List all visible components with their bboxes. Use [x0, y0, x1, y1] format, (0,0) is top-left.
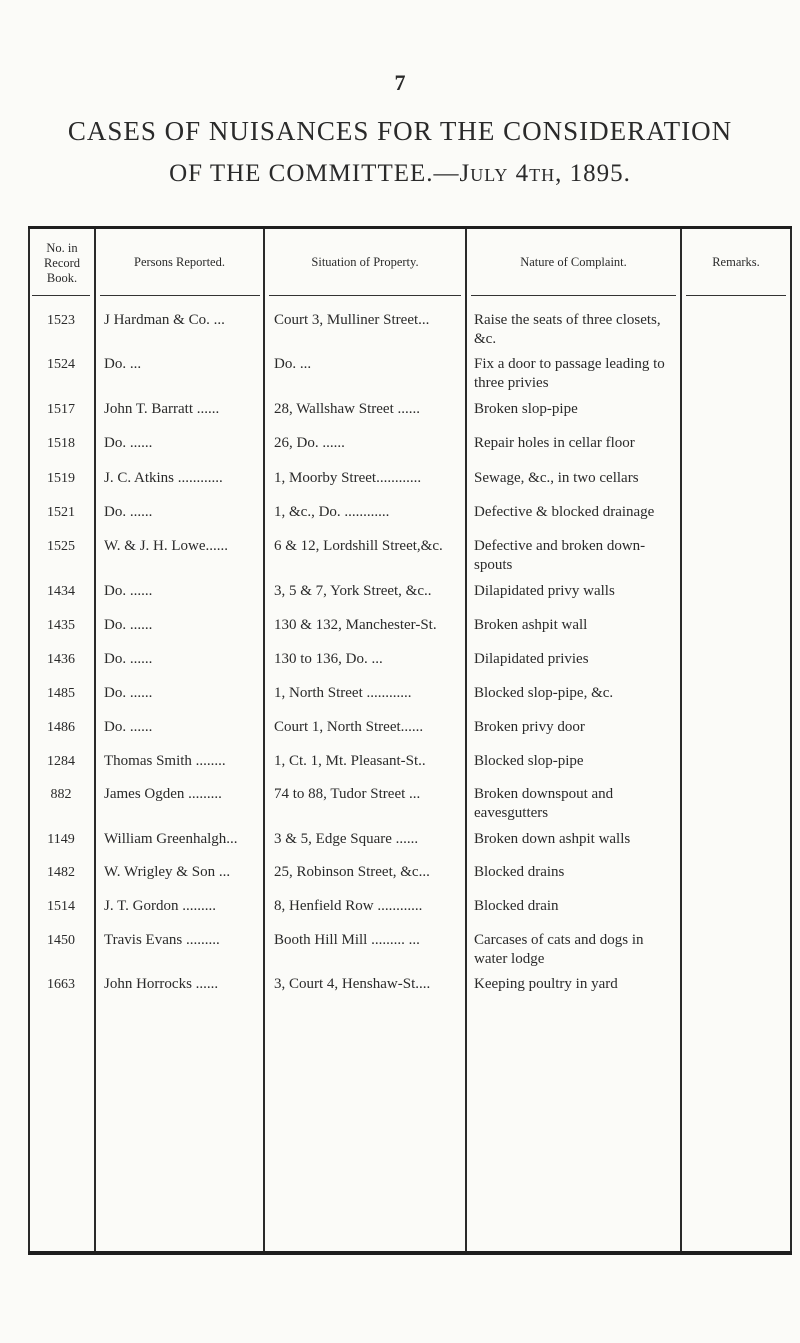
record-number-cell: 1518 — [47, 436, 75, 451]
situation-cell: 3 & 5, Edge Square ...... — [274, 831, 419, 847]
record-number-cell: 1284 — [47, 754, 75, 769]
person-cell: Do. ...... — [104, 685, 153, 701]
complaint-cell: Dilapidated privies — [474, 651, 589, 667]
record-number-cell: 1517 — [47, 402, 75, 417]
record-number-cell: 1482 — [47, 865, 75, 880]
table-border-right — [790, 229, 792, 1251]
person-cell: Do. ...... — [104, 435, 153, 451]
subtitle-text: OF THE COMMITTEE.— — [169, 160, 460, 187]
situation-cell: 130 & 132, Manchester-St. — [274, 617, 437, 633]
record-number-cell: 1519 — [47, 471, 75, 486]
header-rule — [269, 295, 461, 296]
record-number-cell: 1436 — [47, 652, 75, 667]
situation-cell: 8, Henfield Row ............ — [274, 898, 423, 914]
person-cell: Do. ...... — [104, 617, 153, 633]
record-number-cell: 882 — [50, 787, 72, 802]
person-cell: John Horrocks ...... — [104, 976, 219, 992]
column-divider — [263, 229, 265, 1251]
person-cell: W. & J. H. Lowe...... — [104, 538, 229, 554]
complaint-cell: Broken slop-pipe — [474, 401, 578, 417]
situation-cell: Do. ... — [274, 356, 312, 372]
situation-cell: 130 to 136, Do. ... — [274, 651, 383, 667]
situation-cell: 25, Robinson Street, &c... — [274, 864, 430, 880]
person-cell: Thomas Smith ........ — [104, 753, 226, 769]
page-subtitle — [0, 160, 800, 188]
page-number: 7 — [394, 70, 406, 95]
situation-cell: 1, Moorby Street............ — [274, 470, 422, 486]
record-number-cell: 1525 — [47, 539, 75, 554]
table-border-left — [28, 229, 30, 1251]
nuisance-ledger-table — [28, 229, 792, 1251]
table-top-rule — [28, 226, 792, 229]
table-bottom-rule — [28, 1251, 792, 1255]
header-rule — [686, 295, 786, 296]
header-complaint: Nature of Complaint. — [520, 255, 627, 269]
situation-cell: Court 3, Mulliner Street... — [274, 312, 430, 328]
column-divider — [465, 229, 467, 1251]
meeting-date: July 4th, 1895. — [459, 160, 631, 187]
situation-cell: Booth Hill Mill ......... ... — [274, 932, 420, 948]
page-title: CASES OF NUISANCES FOR THE CONSIDERATION — [67, 116, 733, 146]
record-number-cell: 1521 — [47, 505, 75, 520]
complaint-cell: Dilapidated privy walls — [474, 583, 615, 599]
complaint-cell: Carcases of cats and dogs in water lodge — [474, 932, 644, 967]
column-divider — [680, 229, 682, 1251]
person-cell: Do. ...... — [104, 504, 153, 520]
person-cell: Do. ...... — [104, 583, 153, 599]
complaint-cell: Fix a door to passage leading to three privies — [474, 356, 665, 391]
record-number-cell: 1485 — [47, 686, 75, 701]
complaint-cell: Blocked slop-pipe, &c. — [474, 685, 614, 701]
column-divider — [94, 229, 96, 1251]
situation-cell: 6 & 12, Lordshill Street,&c. — [274, 538, 443, 554]
complaint-cell: Broken downspout and eavesgutters — [474, 786, 614, 821]
complaint-cell: Broken ashpit wall — [474, 617, 588, 633]
record-number-cell: 1523 — [47, 313, 75, 328]
situation-cell: 3, 5 & 7, York Street, &c.. — [274, 583, 432, 599]
header-persons: Persons Reported. — [134, 255, 225, 269]
situation-cell: 1, &c., Do. ............ — [274, 504, 390, 520]
person-cell: J Hardman & Co. ... — [104, 312, 225, 328]
complaint-cell: Sewage, &c., in two cellars — [474, 470, 639, 486]
complaint-cell: Raise the seats of three closets, &c. — [474, 312, 661, 347]
complaint-cell: Broken down ashpit walls — [474, 831, 631, 847]
complaint-cell: Blocked drain — [474, 898, 559, 914]
situation-cell: 1, Ct. 1, Mt. Pleasant-St.. — [274, 753, 426, 769]
situation-cell: 3, Court 4, Henshaw-St.... — [274, 976, 431, 992]
person-cell: W. Wrigley & Son ... — [104, 864, 231, 880]
person-cell: Travis Evans ......... — [104, 932, 220, 948]
person-cell: John T. Barratt ...... — [104, 401, 220, 417]
person-cell: J. C. Atkins ............ — [104, 470, 223, 486]
header-remarks: Remarks. — [712, 255, 760, 269]
header-record-no: No. in Record Book. — [43, 241, 81, 285]
header-rule — [32, 295, 90, 296]
record-number-cell: 1450 — [47, 933, 75, 948]
situation-cell: 28, Wallshaw Street ...... — [274, 401, 420, 417]
situation-cell: 26, Do. ...... — [274, 435, 345, 451]
record-number-cell: 1486 — [47, 720, 75, 735]
record-number-cell: 1524 — [47, 357, 75, 372]
person-cell: Do. ...... — [104, 651, 153, 667]
complaint-cell: Defective & blocked drainage — [474, 504, 655, 520]
complaint-cell: Blocked slop-pipe — [474, 753, 584, 769]
complaint-cell: Broken privy door — [474, 719, 585, 735]
header-situation: Situation of Property. — [311, 255, 419, 269]
complaint-cell: Repair holes in cellar floor — [474, 435, 635, 451]
situation-cell: 74 to 88, Tudor Street ... — [274, 786, 421, 802]
header-rule — [100, 295, 260, 296]
person-cell: Do. ... — [104, 356, 142, 372]
person-cell: William Greenhalgh... — [104, 831, 238, 847]
person-cell: Do. ...... — [104, 719, 153, 735]
record-number-cell: 1663 — [47, 977, 75, 992]
complaint-cell: Blocked drains — [474, 864, 565, 880]
person-cell: J. T. Gordon ......... — [104, 898, 216, 914]
record-number-cell: 1514 — [47, 899, 75, 914]
situation-cell: Court 1, North Street...... — [274, 719, 424, 735]
person-cell: James Ogden ......... — [104, 786, 222, 802]
situation-cell: 1, North Street ............ — [274, 685, 412, 701]
record-number-cell: 1149 — [47, 832, 75, 847]
complaint-cell: Defective and broken down-spouts — [474, 538, 646, 573]
record-number-cell: 1435 — [47, 618, 75, 633]
complaint-cell: Keeping poultry in yard — [474, 976, 618, 992]
record-number-cell: 1434 — [47, 584, 75, 599]
header-rule — [471, 295, 676, 296]
